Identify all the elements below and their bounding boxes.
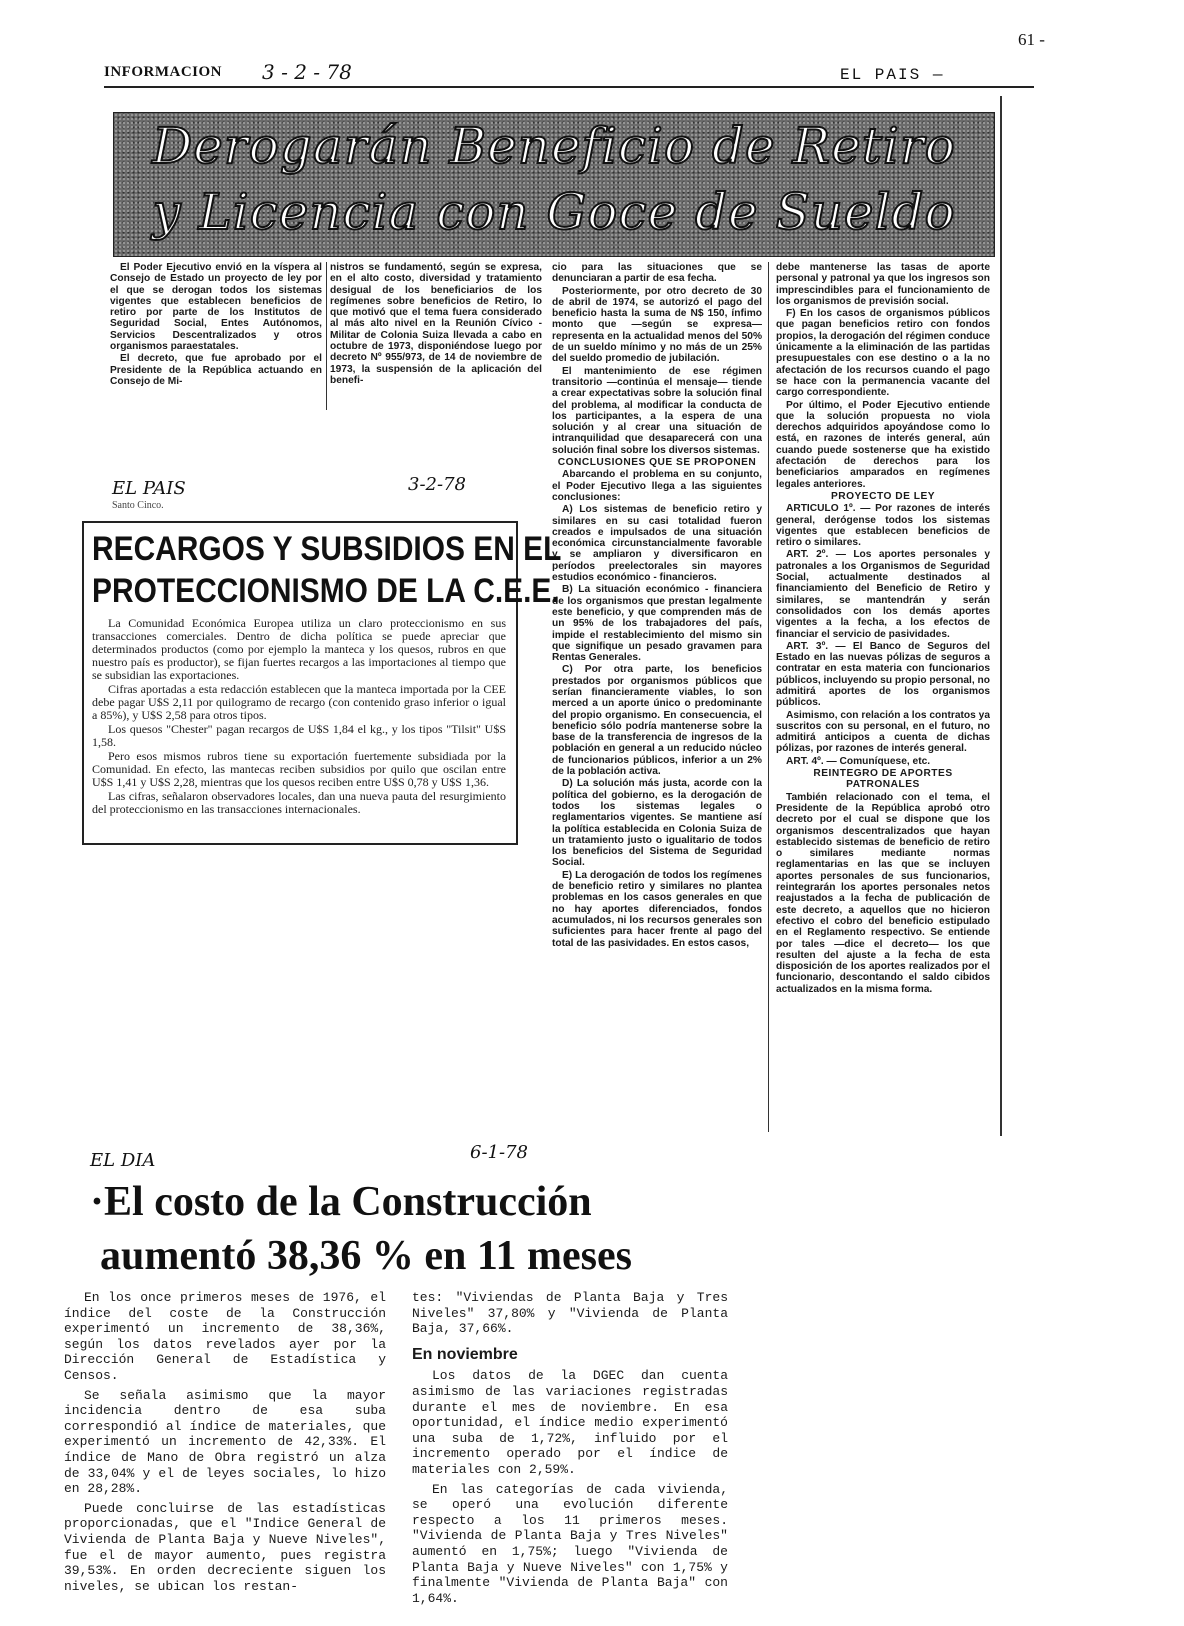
page-number: 61 - <box>1018 30 1045 49</box>
paragraph: ART. 4º. — Comuníquese, etc. <box>786 755 931 767</box>
paragraph: Posteriormente, por otro decreto de 30 de abril de 1974, se autorizó el pago del beneficio hasta la suma de N$ 150, ínfimo monto que —según se expresa— representa en la actualidad menos del 50% de un sueldo mínimo y no más de un 25% del sueldo promedio de jubilación. <box>552 285 762 365</box>
article1-column-3 <box>552 262 762 1094</box>
paragraph: Cifras aportadas a esta redacción establecen que la manteca importada por la CEE debe pagar U$S 2,11 por quilogramo de recargo (con contenido graso inferior o igual a 85%), y U$S 2,58 para otros tipos. <box>92 682 506 722</box>
article1-column-2 <box>330 262 542 412</box>
clipping-date: 3 - 2 - 78 <box>262 60 352 84</box>
headline-line-2: y Licencia con Goce de Sueldo <box>152 183 956 241</box>
article3-headline-line-1: ·El costo de la Construcción <box>90 1179 592 1225</box>
article1-column-1 <box>110 262 322 412</box>
paragraph: En las categorías de cada vivienda, se operó una evolución diferente respecto a los 11 primeros meses. "Vivienda de Planta Baja y Tres Niveles" aumentó en 1,75%; luego "Vivienda de Planta Baja y Nueve Niveles" con 1,75% y finalmente "Vivienda de Planta Baja" con 1,64%. <box>412 1481 728 1606</box>
article2-frame <box>82 521 562 845</box>
subheading: CONCLUSIONES QUE SE PROPONEN <box>557 457 757 469</box>
paragraph: Asimismo, con relación a los contratos ya suscritos con su personal, en el futuro, no admitirá anticipos a cuenta de dichas pólizas, por razones de interés general. <box>776 709 990 755</box>
subheading: PROYECTO DE LEY <box>830 490 936 502</box>
paragraph: Los quesos "Chester" pagan recargos de U$S 1,84 el kg., y los tipos "Tilsit" U$S 1,58. <box>92 722 506 749</box>
paragraph: ART. 2º. — Los aportes personales y patronales a los Organismos de Seguridad Social, actualmente destinados al financiamiento del Beneficio de Retiro y similares, se mantendrán y serán consolidados con los demás aportes vigentes a la fecha, a los efectos de financiar el servicio de pasividades. <box>776 549 990 640</box>
paragraph: El mantenimiento de ese régimen transitorio —continúa el mensaje— tiende a crear expectativas sobre la solución final del problema, al modificar la conducta de los participantes, a la espera de una solución y al crear una situación de intranquilidad que desaparecerá con una solución final sobre los diversos sistemas. <box>552 365 762 456</box>
column-rule <box>1000 96 1002 1136</box>
paragraph: Abarcando el problema en su conjunto, el Poder Ejecutivo llega a las siguientes conclusiones: <box>552 469 762 503</box>
paragraph: La Comunidad Económica Europea utiliza un claro proteccionismo en sus transacciones comerciales. Dentro de dicha política se puede apreciar que determinados productos (como por ejemplo la manteca y los quesos, rubros en que nuestro país es productor), se fijan fuertes recargos a las importaciones al tiempo que se subsidian las exportaciones. <box>92 617 506 682</box>
paragraph: nistros se fundamentó, según se expresa, en el alto costo, diversidad y tratamiento desigual de los beneficiarios de los regímenes sobre beneficios de Retiro, lo que motivó que el tema fuera considerado al más alto nivel en la Reunión Cívico - Militar de Colonia Suiza llevada a cabo en octubre de 1973, disponiéndose luego por decreto Nº 955/973, de 14 de noviembre de 1973, la suspensión de la aplicación del benefi- <box>330 262 542 386</box>
paragraph: cio para las situaciones que se denunciaran a partir de esa fecha. <box>552 262 762 285</box>
paragraph: Se señala asimismo que la mayor incidencia dentro de esa suba correspondió al índice de materiales, que experimentó un incremento de 42,33%. El índice de Mano de Obra registró un alza de 33,04% y el de leyes sociales, lo hizo en 28,28%. <box>64 1387 386 1497</box>
paragraph: Las cifras, señalaron observadores locales, dan una nueva pauta del resurgimiento del proteccionismo en las transacciones internacionales. <box>92 789 506 816</box>
subheading: En noviembre <box>412 1345 518 1363</box>
article3-headline-line-2: aumentó 38,36 % en 11 meses <box>100 1233 632 1279</box>
paragraph: Por último, el Poder Ejecutivo entiende que la solución propuesta no viola derechos adquiridos apoyándose como lo está, en razones de interés general, aún cuando puede sostenerse que ha existido afectación de derechos para los beneficiarios amparados en regímenes legales anteriores. <box>776 399 990 490</box>
article3-right-column <box>412 1290 728 1606</box>
kicker: Santo Cinco. <box>112 500 164 511</box>
clipping-source-handwritten: EL PAIS <box>112 478 186 499</box>
headline-banner <box>113 112 995 257</box>
paragraph: D) La solución más justa, acorde con la política del gobierno, es la derogación de todos los sistemas legales o reglamentarios vigentes. Se mantiene así la política establecida en Colonia Suiza de un tratamiento justo o igualitario de todos los beneficios del Sistema de Seguridad Social. <box>552 778 762 869</box>
clipping-date-handwritten: 3-2-78 <box>408 474 466 495</box>
paragraph: B) La situación económico - financiera de los organismos que prestan legalmente este beneficio, y que comprenden más de un 95% de los trabajadores del país, impide el restablecimiento del mismo sin que signifique un pesado gravamen para Rentas Generales. <box>552 584 762 664</box>
article3-left-column <box>64 1290 386 1606</box>
paragraph: El decreto, que fue aprobado por el Presidente de la República actuando en Consejo de Mi- <box>110 353 322 387</box>
article2-title-line-1: RECARGOS Y SUBSIDIOS EN EL <box>92 530 562 568</box>
header-rule <box>104 86 1034 88</box>
clipping-source-handwritten: EL DIA <box>90 1150 156 1171</box>
clipping-date-handwritten: 6-1-78 <box>470 1142 528 1163</box>
paragraph: Puede concluirse de las estadísticas proporcionadas, que el "Indice General de Vivienda de Planta Baja y Nueve Niveles", fue el de mayor aumento, pues registra 39,53%. En orden decreciente siguen los niveles, se ubican los restan- <box>64 1500 386 1594</box>
paragraph: A) Los sistemas de beneficio retiro y similares en su casi totalidad fueron creados e impulsados de una situación económica circunstancialmente favorable y se ampliaron y diversificaron en períodos preelectorales sin mayores estudios económico - financieros. <box>552 504 762 584</box>
column-rule <box>326 262 327 410</box>
paragraph: tes: "Viviendas de Planta Baja y Tres Niveles" 37,80% y "Vivienda de Planta Baja, 37,66%. <box>412 1290 728 1337</box>
paragraph: Los datos de la DGEC dan cuenta asimismo de las variaciones registradas durante el mes de noviembre. En esa oportunidad, el índice medio experimentó una suba de 1,72%, influido por el incremento operado por el índice de materiales con 2,59%. <box>412 1368 728 1477</box>
subheading: REINTEGRO DE APORTES PATRONALES <box>813 768 953 791</box>
newspaper-name: EL PAIS — <box>840 66 945 84</box>
clipping-source-label: INFORMACION <box>104 64 222 80</box>
article1-column-4 <box>776 262 990 1130</box>
paragraph: En los once primeros meses de 1976, el índice del coste de la Construcción experimentó un incremento de 38,36%, según los datos revelados ayer por la Dirección General de Estadística y Censos. <box>64 1290 386 1383</box>
article2-body <box>92 617 506 839</box>
paragraph: También relacionado con el tema, el Presidente de la República aprobó otro decreto por el cual se dispone que los organismos descentralizados que hayan establecido sistemas de beneficio de retiro o similares mediante normas reglamentarias en las que se incluyen aportes personales de sus funcionarios, reintegrarán los aportes personales netos reajustados a la fecha de publicación de este decreto, a aquellos que no hicieron efectivo el cobro del beneficio estipulado en el Reglamento respectivo. Se entiende por tales —dice el decreto— los que resulten del ajuste a la fecha de esta disposición de los aportes realizados por el funcionario, descontando el saldo cibidos actualizados en la misma forma. <box>776 791 990 995</box>
paragraph: Pero esos mismos rubros tiene su exportación fuertemente subsidiada por la Comunidad. En efecto, las mantecas reciben subsidios por quilo que oscilan entre U$S 1,41 y U$S 2,28, mientras que los quesos reciben entre U$S 0,78 y U$S 1,36. <box>92 749 506 789</box>
column-rule <box>768 262 769 1132</box>
paragraph: F) En los casos de organismos públicos que pagan beneficios retiro con fondos propios, la derogación del régimen conduce únicamente a la eliminación de las partidas presupuestales con ese destino o a la no afectación de los recursos cuando el pago se hace con la permanencia vacante del cargo correspondiente. <box>776 308 990 399</box>
paragraph: ARTICULO 1º. — Por razones de interés general, derógense todos los sistemas vigentes que establecen beneficios de retiro o similares. <box>776 503 990 549</box>
paragraph: El Poder Ejecutivo envió en la víspera al Consejo de Estado un proyecto de ley por el que se derogan todos los sistemas vigentes que establecen beneficios de retiro por parte de los Institutos de Seguridad Social, Entes Autónomos, Servicios Descentralizados y otros organismos paraestatales. <box>110 262 322 353</box>
headline-line-1: Derogarán Beneficio de Retiro <box>152 117 956 175</box>
paragraph: E) La derogación de todos los regímenes de beneficio retiro y similares no plantea problemas en los casos generales en que no hay aportes diferenciados, fondos acumulados, ni los recursos generales son suficientes para hacer frente al pago del total de las pasividades. En estos casos, <box>552 869 762 949</box>
paragraph: C) Por otra parte, los beneficios prestados por organismos públicos que serían financieramente viables, lo son merced a un aporte único o predominante del propio organismo. En consecuencia, el beneficio sólo podría mantenerse sobre la base de la transferencia de ingresos de la población en general a un reducido núcleo de funcionarios públicos, inferior a un 2% de la población activa. <box>552 664 762 778</box>
paragraph: debe mantenerse las tasas de aporte personal y patronal ya que los ingresos son imprescindibles para el funcionamiento de los organismos de previsión social. <box>776 262 990 307</box>
article2-title-line-2: PROTECCIONISMO DE LA C.E.E. <box>92 572 560 610</box>
paragraph: ART. 3º. — El Banco de Seguros del Estado en las nuevas pólizas de seguros a contratar en esta materia con funcionarios públicos, incluyendo su propio personal, no admitirá aportes de los organismos públicos. <box>776 640 990 709</box>
